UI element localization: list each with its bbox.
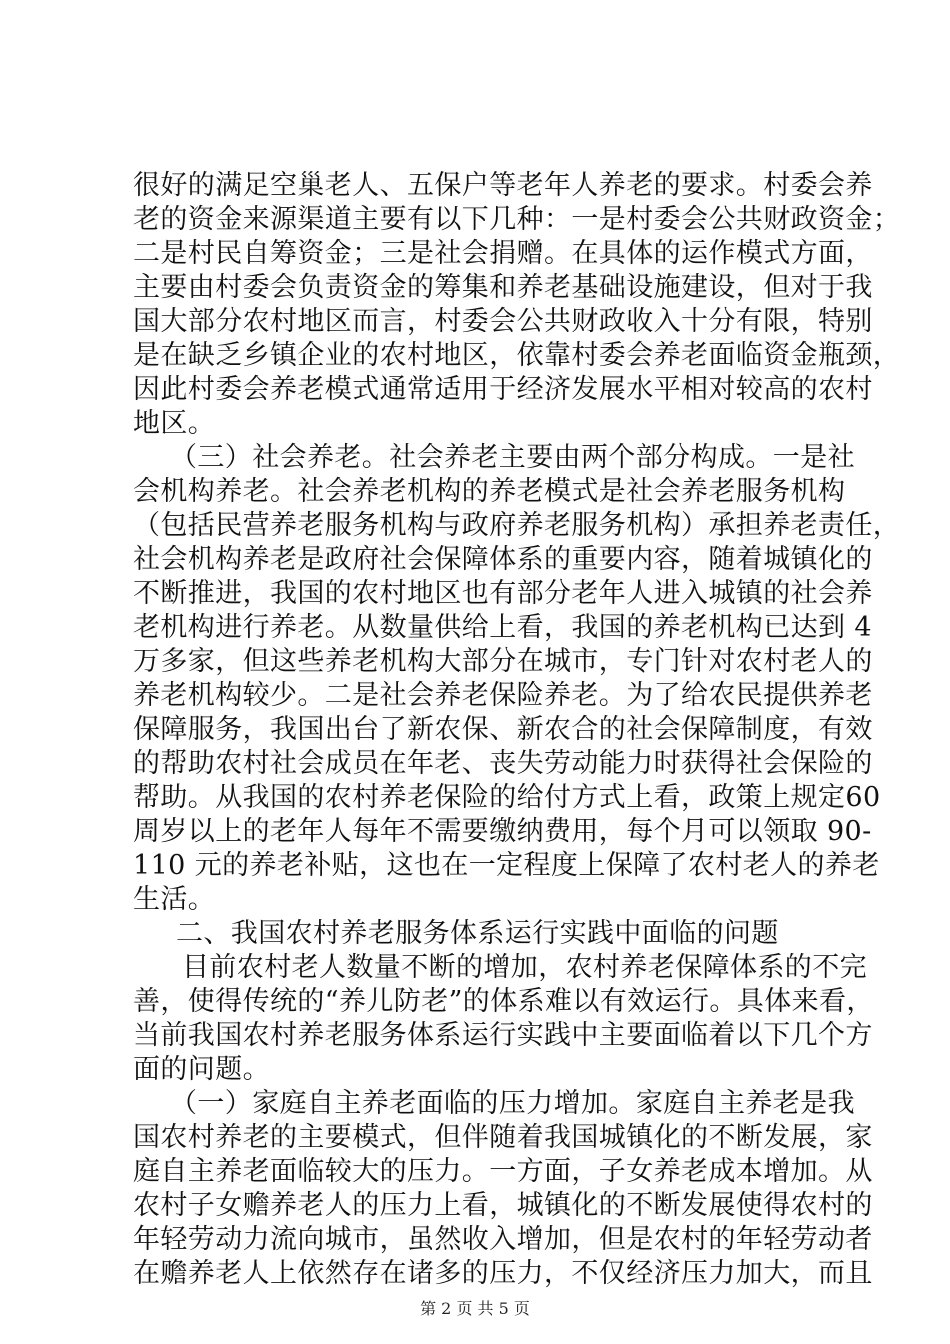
text-line: 地区。 <box>133 408 216 439</box>
text-line: 会机构养老。社会养老机构的养老模式是社会养老服务机构 <box>133 476 846 507</box>
text-line: 老机构进行养老。从数量供给上看，我国的养老机构已达到 4 <box>133 612 872 643</box>
paragraph-heading-family-care: （一）家庭自主养老面临的压力增加。家庭自主养老是我 <box>170 1088 855 1119</box>
text-line: 是在缺乏乡镇企业的农村地区，依靠村委会养老面临资金瓶颈， <box>133 340 901 371</box>
text-line: 主要由村委会负责资金的筹集和养老基础设施建设，但对于我 <box>133 272 873 303</box>
paragraph-heading-social-care: （三）社会养老。社会养老主要由两个部分构成。一是社 <box>170 442 855 473</box>
section-heading: 二、我国农村养老服务体系运行实践中面临的问题 <box>176 918 779 949</box>
text-line: 国农村养老的主要模式，但伴随着我国城镇化的不断发展，家 <box>133 1122 873 1153</box>
text-line: 老的资金来源渠道主要有以下几种：一是村委会公共财政资金； <box>133 204 901 235</box>
text-line: （包括民营养老服务机构与政府养老服务机构）承担养老责任， <box>133 510 901 541</box>
text-line: 的帮助农村社会成员在年老、丧失劳动能力时获得社会保险的 <box>133 748 873 779</box>
text-line: 年轻劳动力流向城市，虽然收入增加，但是农村的年轻劳动者 <box>133 1224 873 1255</box>
text-line: 国大部分农村地区而言，村委会公共财政收入十分有限，特别 <box>133 306 873 337</box>
page-number-footer: 第 2 页 共 5 页 <box>420 1299 530 1318</box>
text-line: 110 元的养老补贴，这也在一定程度上保障了农村老人的养老 <box>133 850 880 881</box>
text-line: 周岁以上的老年人每年不需要缴纳费用，每个月可以领取 90- <box>133 816 872 847</box>
text-line: 当前我国农村养老服务体系运行实践中主要面临着以下几个方 <box>133 1020 873 1051</box>
text-line: 庭自主养老面临较大的压力。一方面，子女养老成本增加。从 <box>133 1156 873 1187</box>
text-line: 善，使得传统的“养儿防老”的体系难以有效运行。具体来看， <box>133 986 874 1017</box>
text-line: 养老机构较少。二是社会养老保险养老。为了给农民提供养老 <box>133 680 873 711</box>
text-line: 在赡养老人上依然存在诸多的压力，不仅经济压力加大，而且 <box>133 1258 873 1289</box>
text-line: 帮助。从我国的农村养老保险的给付方式上看，政策上规定60 <box>133 782 881 813</box>
text-line: 农村子女赡养老人的压力上看，城镇化的不断发展使得农村的 <box>133 1190 873 1221</box>
text-line: 保障服务，我国出台了新农保、新农合的社会保障制度，有效 <box>133 714 873 745</box>
text-line: 社会机构养老是政府社会保障体系的重要内容，随着城镇化的 <box>133 544 873 575</box>
text-line: 很好的满足空巢老人、五保户等老年人养老的要求。村委会养 <box>133 170 873 201</box>
text-line: 面的问题。 <box>133 1054 270 1085</box>
text-line: 万多家，但这些养老机构大部分在城市，专门针对农村老人的 <box>133 646 873 677</box>
text-line: 因此村委会养老模式通常适用于经济发展水平相对较高的农村 <box>133 374 873 405</box>
text-line: 二是村民自筹资金；三是社会捐赠。在具体的运作模式方面， <box>133 238 873 269</box>
paragraph-start: 目前农村老人数量不断的增加，农村养老保障体系的不完 <box>182 952 867 983</box>
text-line: 生活。 <box>133 884 216 915</box>
text-line: 不断推进，我国的农村地区也有部分老年人进入城镇的社会养 <box>133 578 873 609</box>
